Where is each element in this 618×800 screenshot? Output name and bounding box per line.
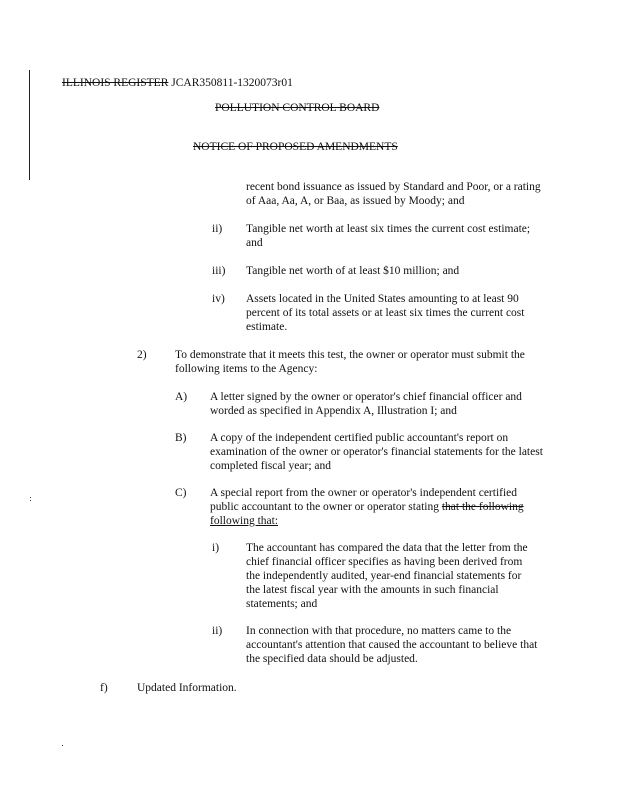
item-marker-A: A): [175, 391, 188, 403]
item-text-A: A letter signed by the owner or operator's chief financial officer and worded as specified in Appendix A, Illustration I; and: [210, 391, 522, 417]
item-text-ii: Tangible net worth at least six times the current cost estimate; and: [246, 223, 531, 249]
item-text-C-inserted: following that:: [210, 515, 279, 527]
item-text-iv: Assets located in the United States amounting to at least 90 percent of its total assets or at least six times the current cost estimate.: [246, 293, 525, 333]
item-text-f: Updated Information.: [137, 682, 237, 694]
notice-title: NOTICE OF PROPOSED AMENDMENTS: [193, 141, 398, 153]
item-marker-2: 2): [137, 349, 147, 361]
item-text-2: To demonstrate that it meets this test, the owner or operator must submit the following items to the Agency:: [175, 349, 525, 375]
scan-speck: [62, 745, 63, 746]
item-marker-iii: iii): [212, 265, 226, 277]
item-marker-ii: ii): [212, 223, 223, 235]
item-marker-i: i): [212, 542, 220, 554]
item-marker-ii-second: ii): [212, 625, 223, 637]
item-marker-C: C): [175, 487, 187, 499]
item-marker-f: f): [100, 682, 108, 694]
item-text-iii: Tangible net worth of at least $10 million; and: [246, 265, 460, 277]
item-text-ii-second: In connection with that procedure, no matters came to the accountant's attention that caused the accountant to believe that the specified data should be adjusted.: [246, 625, 538, 665]
board-title: POLLUTION CONTROL BOARD: [215, 102, 380, 114]
register-title-struck: ILLINOIS REGISTER: [62, 77, 169, 89]
register-code: JCAR350811-1320073r01: [168, 77, 293, 89]
scan-speck: [30, 500, 31, 501]
item-continuation-text: recent bond issuance as issued by Standard and Poor, or a rating of Aaa, Aa, A, or Baa, as issued by Moody; and: [246, 181, 541, 207]
item-text-C-struck: that the following: [441, 501, 524, 513]
item-text-C: [210, 486, 540, 528]
item-marker-B: B): [175, 432, 187, 444]
revision-margin-bar: [29, 70, 30, 180]
item-marker-iv: iv): [212, 293, 225, 305]
scan-speck: [30, 497, 31, 498]
item-text-B: A copy of the independent certified public accountant's report on examination of the owner or operator's financial statements for the latest completed fiscal year; and: [210, 432, 543, 472]
register-header: [62, 76, 293, 90]
item-text-i: The accountant has compared the data that the letter from the chief financial officer specifies as having been derived from the independently audited, year-end financial statements for the latest fiscal year with the amounts in such financial statements; and: [246, 542, 528, 610]
item-text-C-main: A special report from the owner or operator's independent certified public accountant to the owner or operator stating: [210, 487, 518, 513]
